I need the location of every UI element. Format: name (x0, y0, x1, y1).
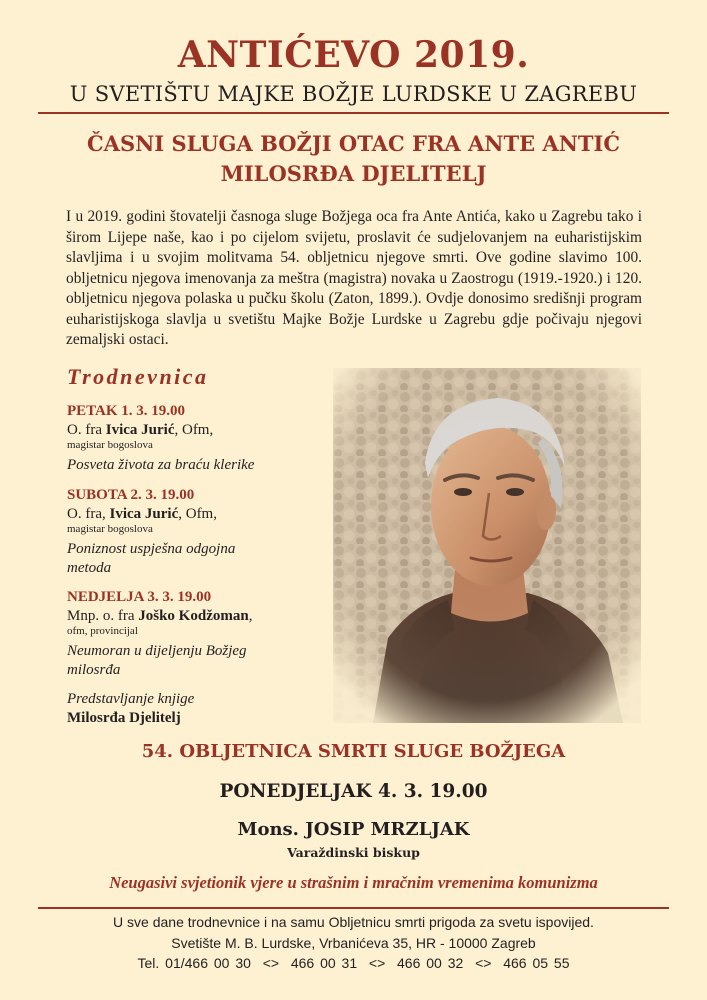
day-theme: Posveta života za braću klerike (67, 457, 255, 473)
poster-title: ANTIĆEVO 2019. (177, 34, 530, 76)
footer-phone: Tel. 01/466 00 30 <> 466 00 31 <> 466 00 32 <> 466 05 55 (137, 955, 570, 971)
day-celebrant (67, 421, 322, 439)
celebrant-suffix: , (248, 608, 253, 624)
celebrant-prefix: O. fra (67, 422, 106, 438)
celebrant-name: Ivica Jurić (109, 506, 179, 522)
celebrant-role: magistar bogoslova (67, 523, 153, 535)
celebrant-name: Ivica Jurić (105, 422, 175, 438)
bishop-role: Varaždinski biskup (287, 845, 420, 860)
day-date: PETAK 1. 3. 19.00 (67, 403, 186, 419)
celebrant-suffix: , Ofm, (178, 506, 217, 522)
trodnevnica-title: Trodnevnica (67, 364, 209, 389)
top-divider (38, 112, 669, 114)
celebrant-name: Joško Kodžoman (138, 608, 249, 624)
heading-line-2: MILOSRĐA DJELITELJ (220, 161, 487, 186)
footer-address: Svetište M. B. Lurdske, Vrbanićeva 35, HR - 10000 Zagreb (171, 935, 536, 951)
day-date: SUBOTA 2. 3. 19.00 (67, 487, 195, 503)
heading-line-1: ČASNI SLUGA BOŽJI OTAC FRA ANTE ANTIĆ (86, 131, 621, 156)
day-theme: Poniznost uspješna odgojna metoda (67, 541, 236, 576)
day-theme: Neumoran u dijeljenju Božjeg milosrđa (67, 643, 247, 678)
portrait-image (333, 368, 641, 723)
day-entry-3 (67, 588, 322, 680)
celebrant-prefix: Mnp. o. fra (67, 608, 139, 624)
celebrant-role: magistar bogoslova (67, 439, 153, 451)
book-presentation (67, 690, 194, 728)
anniversary-heading: 54. OBLJETNICA SMRTI SLUGE BOŽJEGA (141, 741, 566, 762)
day-date: NEDJELJA 3. 3. 19.00 (67, 589, 212, 605)
book-title: Milosrđa Djelitelj (67, 710, 181, 726)
book-intro: Predstavljanje knjige (67, 691, 195, 707)
footer-confession: U sve dane trodnevnice i na samu Obljetnicu smrti prigoda za svetu ispovijed. (113, 914, 594, 930)
celebrant-prefix: O. fra, (67, 506, 110, 522)
tagline: Neugasivi svjetionik vjere u strašnim i mračnim vremenima komunizma (109, 873, 598, 892)
intro-paragraph: I u 2019. godini štovatelji časnoga sluge Božjega oca fra Ante Antića, kako u Zagrebu tako i širom Lijepe naše, kao i po cijelom svijetu, proslavit će sudjelovanjem na euharistijskim slavljima i u svojim molitvama 54. obljetnicu njegove smrti. Ove godine slavimo 100. obljetnicu njegova imenovanja za meštra (magistra) novaka u Zaostrogu (1919.-1920.) i 120. obljetnicu njegova polaska u pučku školu (Zaton, 1899.). Ovdje donosimo središnji program euharistijskoga slavlja u svetištu Majke Božje Lurdske u Zagrebu gdje počivaju njegovi zemaljski ostaci. (66, 208, 642, 348)
anniversary-date: PONEDJELJAK 4. 3. 19.00 (219, 781, 488, 802)
bishop-name: Mons. JOSIP MRZLJAK (237, 819, 470, 840)
bottom-divider (38, 907, 669, 909)
day-entry-2 (67, 486, 322, 578)
day-entry-1 (67, 402, 322, 475)
poster-subtitle: U SVETIŠTU MAJKE BOŽJE LURDSKE U ZAGREBU (69, 82, 638, 106)
celebrant-suffix: , Ofm, (174, 422, 214, 438)
day-celebrant (67, 505, 322, 523)
day-celebrant (67, 607, 322, 625)
celebrant-role: ofm, provincijal (67, 625, 138, 637)
